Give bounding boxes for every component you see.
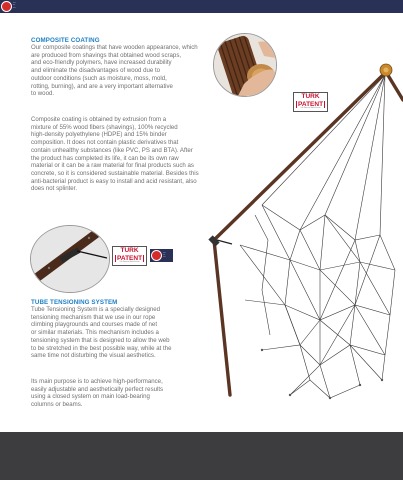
turk-patent-badge-2: TURK PATENT Türk Patent ve Marka Kurumu	[112, 246, 147, 266]
turk-patent-badge: TURK PATENT Türk Patent ve Marka Kurumu	[293, 92, 328, 112]
tube-tensioning-inset	[30, 225, 110, 293]
certificate-text-block-2: ▪▪▪▪▪ ▪▪▪▪ ▪▪▪▪▪	[163, 252, 166, 258]
tensioner-rod	[217, 240, 232, 244]
footer-bar	[0, 432, 403, 480]
certificate-text-block: ▪▪▪▪▪ ▪▪▪▪ ▪▪▪▪▪	[13, 3, 16, 9]
tube-tensioning-paragraph-1: Tube Tensioning System is a specially designed tensioning mechanism that we use in our rope climbing playgrounds and courses made of net or similar materials. This mechanism includes a tensioning system that is designed to allow the web to be stretched in the best possible way, while at the same time not disturbing the visual aesthetics.	[31, 306, 172, 360]
pole-top-cap-center	[384, 68, 389, 73]
tube-tensioning-paragraph-2: Its main purpose is to achieve high-performance, easily adjustable and aesthetically perfect results using a closed system on main load-bearing columns or beams.	[31, 378, 164, 409]
tube-tensioning-heading: TUBE TENSIONING SYSTEM	[31, 299, 118, 306]
wooden-poles	[214, 72, 403, 395]
ground-anchors	[261, 349, 383, 399]
rope-net	[240, 75, 395, 398]
composite-coating-paragraph-1: Our composite coatings that have wooden appearance, which are produced from shavings that obtained wood scraps, and eco-friendly polymers, have increased durability and eliminate the disadvantages of wood due to outdoor conditions (such as moisture, moss, mold, rotting, burning), and are a very important alternative to wood.	[31, 44, 198, 98]
composite-pole-closeup	[214, 34, 276, 96]
tensioner-closeup	[31, 226, 109, 292]
certificate-badge-2	[150, 249, 173, 262]
composite-coating-inset	[213, 33, 277, 97]
composite-coating-heading: COMPOSITE COATING	[31, 37, 100, 44]
patent-badge-group-1	[293, 92, 328, 112]
composite-coating-paragraph-2: Composite coating is obtained by extrusion from a mixture of 55% wood fibers (shavings), 100% recycled high-density polyethylene (HDPE) and 15% binder composition. It does not contain plastic derivatives that contain unhealthy substances (like PVC, PS and BTA). After the product has completed its life, it can be its own raw material or it can be a raw material for final products such as concrete, so it is considered sustainable material. Besides this anti-bacterial product is easy to install and acid resistant, also does not splinter.	[31, 116, 199, 193]
patent-badge-group-2	[112, 246, 173, 266]
certificate-seal-icon-2	[151, 250, 162, 261]
